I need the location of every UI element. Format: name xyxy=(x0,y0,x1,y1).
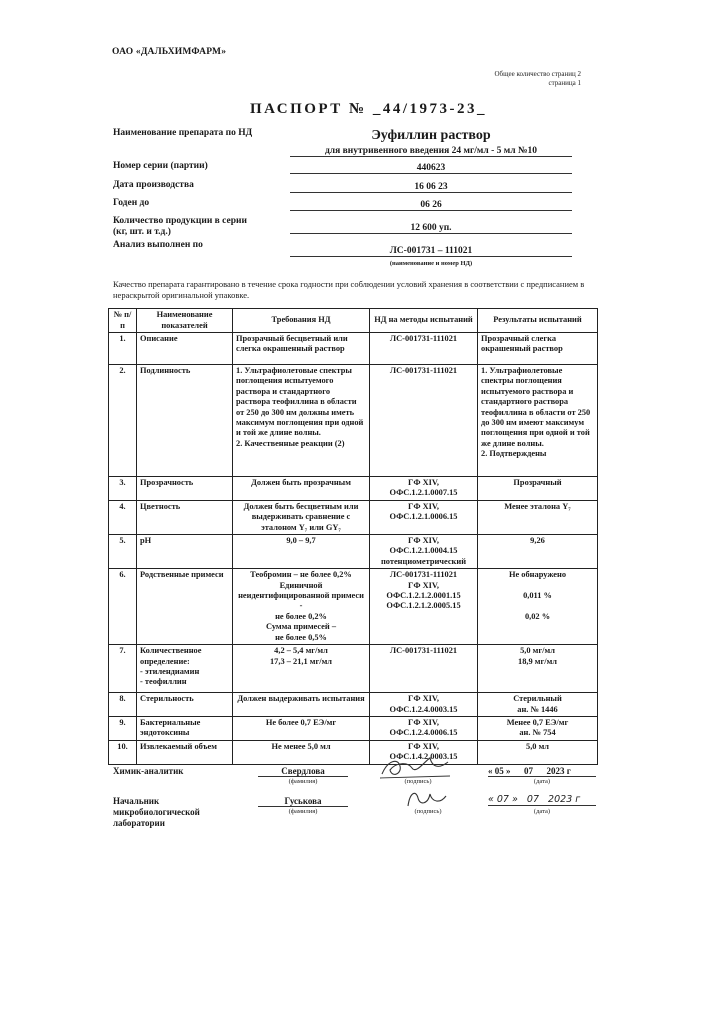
cell-num: 3. xyxy=(109,477,137,501)
prod-date-value: 16 06 23 xyxy=(290,182,572,193)
cell-requirement: Не менее 5,0 мл xyxy=(233,740,370,764)
cell-method: ЛС-001731-111021 xyxy=(370,333,478,365)
cell-name: Бактериальные эндотоксины xyxy=(137,716,233,740)
cell-method: ЛС-001731-111021 xyxy=(370,645,478,693)
cell-result: 9,26 xyxy=(478,535,598,569)
cell-result: Стерильный ан. № 1446 xyxy=(478,693,598,717)
series-value: 440623 xyxy=(290,163,572,174)
cell-method: ГФ XIV, ОФС.1.2.4.0003.15 xyxy=(370,693,478,717)
cell-name: Стерильность xyxy=(137,693,233,717)
signature-2-icon xyxy=(400,786,450,810)
cell-name: Цветность xyxy=(137,500,233,534)
product-name-value2: для внутривенного введения 24 мг/мл - 5 мл №10 xyxy=(290,146,572,157)
pages-total: Общее количество страниц 2 xyxy=(494,70,581,78)
header-result: Результаты испытаний xyxy=(478,309,598,333)
cell-requirement: Не более 0,7 ЕЭ/мг xyxy=(233,716,370,740)
table-row xyxy=(109,500,598,534)
cell-num: 1. xyxy=(109,333,137,365)
cell-name: Родственные примеси xyxy=(137,569,233,645)
sig-role-2: Начальник микробиологической лаборатории xyxy=(113,796,200,828)
cell-requirement: 9,0 – 9,7 xyxy=(233,535,370,569)
qty-label xyxy=(113,216,283,238)
cell-num: 2. xyxy=(109,365,137,477)
cell-result: Менее 0,7 ЕЭ/мг ан. № 754 xyxy=(478,716,598,740)
cell-method: ГФ XIV, ОФС.1.2.4.0006.15 xyxy=(370,716,478,740)
results-table xyxy=(108,308,598,765)
sig-date-sub-1: (дата) xyxy=(533,778,551,785)
cell-name: pH xyxy=(137,535,233,569)
sig-name-2: Гуськова xyxy=(258,796,348,807)
cell-result: 1. Ультрафиолетовые спектры поглощения испытуемого раствора и стандартного раствора теофиллина в области от 250 до 300 нм имеют максимум поглощения при одной и той же длине волны. 2. Подтверждены xyxy=(478,365,598,477)
cell-name: Извлекаемый объем xyxy=(137,740,233,764)
cell-method: ГФ XIV, ОФС.1.2.1.0004.15 потенциометрический xyxy=(370,535,478,569)
analysis-sub: (наименование и номер НД) xyxy=(389,260,473,267)
expiry-value: 06 26 xyxy=(290,200,572,211)
company-name: ОАО «ДАЛЬХИМФАРМ» xyxy=(112,47,227,57)
table-row xyxy=(109,365,598,477)
cell-requirement: Должен выдерживать испытания xyxy=(233,693,370,717)
cell-method: ГФ XIV, ОФС.1.4.2.0003.15 xyxy=(370,740,478,764)
cell-requirement: 4,2 – 5,4 мг/мл 17,3 – 21,1 мг/мл xyxy=(233,645,370,693)
analysis-label: Анализ выполнен по xyxy=(113,240,203,250)
table-row xyxy=(109,535,598,569)
quality-notice: Качество препарата гарантировано в течение срока годности при соблюдении условий хранения в соответствии с предписанием в нераскрытой оригинальной упаковке. xyxy=(113,279,585,300)
sig-role-1: Химик-аналитик xyxy=(113,766,184,776)
cell-num: 6. xyxy=(109,569,137,645)
cell-num: 5. xyxy=(109,535,137,569)
cell-num: 9. xyxy=(109,716,137,740)
sig-name-sub-2: (фамилия) xyxy=(288,808,318,815)
product-name-label: Наименование препарата по НД xyxy=(113,128,253,138)
qty-label-line2: (кг, шт. и т.д.) xyxy=(113,227,171,237)
page-info xyxy=(470,70,581,88)
expiry-label: Годен до xyxy=(113,198,150,208)
analysis-value: ЛС-001731 – 111021 xyxy=(290,246,572,257)
cell-requirement: 1. Ультрафиолетовые спектры поглощения испытуемого раствора и стандартного раствора теофиллина в области от 250 до 300 нм должны иметь максимум поглощения при одной и той же длине волны. 2. Качественные реакции (2) xyxy=(233,365,370,477)
cell-num: 7. xyxy=(109,645,137,693)
sig-sign-sub-2: (подпись) xyxy=(414,808,442,815)
table-row xyxy=(109,716,598,740)
page-number: страница 1 xyxy=(548,79,581,87)
sig-date-sub-2: (дата) xyxy=(533,808,551,815)
product-name-value: Эуфиллин раствор xyxy=(371,128,491,143)
header-req: Требования НД xyxy=(233,309,370,333)
cell-name: Количественное определение: - этилендиамин - теофиллин xyxy=(137,645,233,693)
cell-result: Не обнаружено 0,011 % 0,02 % xyxy=(478,569,598,645)
cell-requirement: Должен быть бесцветным или выдерживать сравнение с эталоном Y₇ или GY₇ xyxy=(233,500,370,534)
document-title: ПАСПОРТ № _44/1973-23_ xyxy=(250,101,488,117)
cell-name: Описание xyxy=(137,333,233,365)
sig-name-1: Свердлова xyxy=(258,766,348,777)
cell-result: 5,0 мг/мл 18,9 мг/мл xyxy=(478,645,598,693)
cell-result: 5,0 мл xyxy=(478,740,598,764)
header-name: Наименование показателей xyxy=(137,309,233,333)
qty-label-line1: Количество продукции в серии xyxy=(113,216,247,226)
sig-name-sub-1: (фамилия) xyxy=(288,778,318,785)
cell-method: ГФ XIV, ОФС.1.2.1.0006.15 xyxy=(370,500,478,534)
cell-num: 10. xyxy=(109,740,137,764)
cell-result: Прозрачный xyxy=(478,477,598,501)
cell-method: ГФ XIV, ОФС.1.2.1.0007.15 xyxy=(370,477,478,501)
cell-num: 4. xyxy=(109,500,137,534)
cell-method: ЛС-001731-111021 xyxy=(370,365,478,477)
header-num: № п/п xyxy=(109,309,137,333)
cell-requirement: Прозрачный бесцветный или слегка окрашенный раствор xyxy=(233,333,370,365)
cell-method: ЛС-001731-111021 ГФ XIV, ОФС.1.2.1.2.0001.15 ОФС.1.2.1.2.0005.15 xyxy=(370,569,478,645)
sig-date-2: « 07 » 07 2023 г xyxy=(488,794,596,806)
table-row xyxy=(109,645,598,693)
cell-result: Прозрачный слегка окрашенный раствор xyxy=(478,333,598,365)
cell-requirement: Теобромин – не более 0,2% Единичной неидентифицированной примеси - не более 0,2% Сумма примесей – не более 0,5% xyxy=(233,569,370,645)
sig-date-1: « 05 » 07 2023 г xyxy=(488,766,596,777)
header-method: НД на методы испытаний xyxy=(370,309,478,333)
table-row xyxy=(109,569,598,645)
table-row xyxy=(109,693,598,717)
table-row xyxy=(109,477,598,501)
prod-date-label: Дата производства xyxy=(113,180,194,190)
cell-result: Менее эталона Y₇ xyxy=(478,500,598,534)
cell-name: Прозрачность xyxy=(137,477,233,501)
sig-sign-sub-1: (подпись) xyxy=(404,778,432,785)
table-row xyxy=(109,333,598,365)
qty-value: 12 600 уп. xyxy=(290,223,572,234)
table-row xyxy=(109,740,598,764)
series-label: Номер серии (партии) xyxy=(113,161,208,171)
cell-name: Подлинность xyxy=(137,365,233,477)
cell-requirement: Должен быть прозрачным xyxy=(233,477,370,501)
cell-num: 8. xyxy=(109,693,137,717)
